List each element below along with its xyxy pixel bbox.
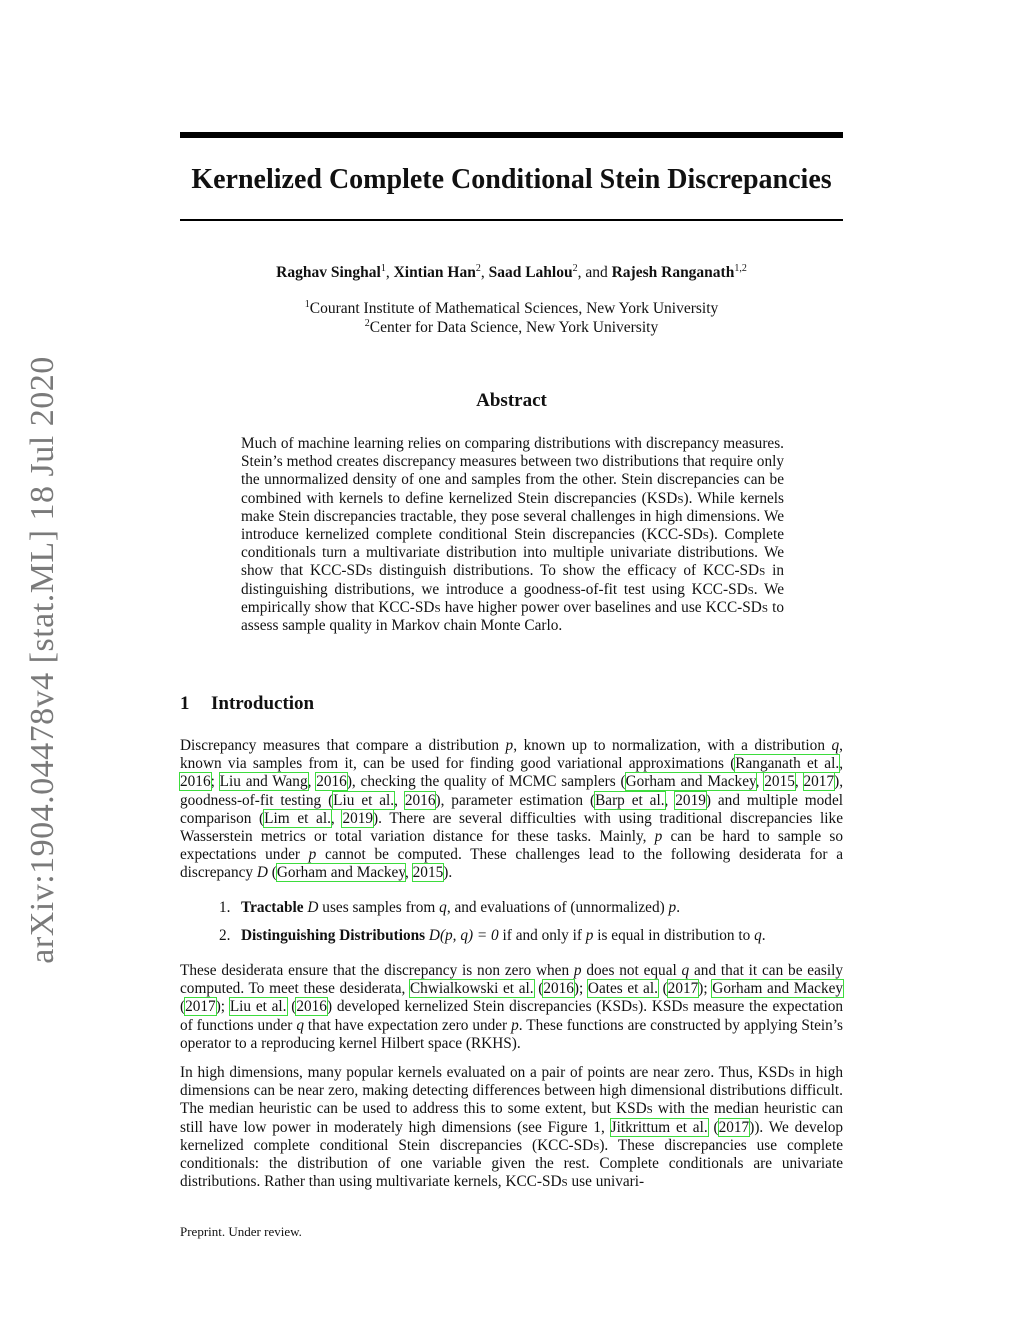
acronym: KSDs: [651, 998, 689, 1016]
text-run: samplers (: [556, 773, 626, 791]
acronym: KCC-SDs: [309, 562, 373, 580]
author-separator: ,: [385, 264, 394, 281]
citation-link[interactable]: Chwialkowski et al.: [409, 980, 534, 998]
arxiv-identifier-stamp: [0, 0, 80, 1325]
text-run: Discrepancy measures that compare a distribution: [180, 737, 506, 754]
list-item: [180, 899, 843, 917]
text-run: , and evaluations of (unnormalized): [446, 899, 669, 916]
citation-link[interactable]: 2019: [675, 791, 706, 809]
text-run: ;: [210, 773, 220, 791]
text-run: ,: [330, 809, 343, 827]
author-separator: ,: [480, 264, 489, 281]
text-run: and that it can be easily computed. To meet these desiderata,: [180, 962, 843, 998]
math-variable: p: [573, 962, 582, 979]
acronym: KCC-SDs: [505, 1173, 568, 1191]
citation-link[interactable]: Jitkrittum et al.: [610, 1118, 708, 1136]
text-run: have higher power over baselines and use: [440, 598, 706, 616]
text-run: . We empirically show that: [241, 580, 784, 616]
affiliation-text: Courant Institute of Mathematical Sciences, New York University: [309, 300, 719, 317]
author-affiliation-mark: 2: [572, 262, 578, 274]
text-run: that have expectation zero under: [303, 1016, 512, 1034]
item-label: Distinguishing Distributions: [241, 927, 426, 945]
text-run: (: [267, 864, 277, 882]
math-variable: q: [754, 927, 762, 945]
text-run: ). While kernels make Stein discrepancies tractable, they pose several challenges in high dimensions. We introduce kernelized complete conditional Stein discrepancies (: [241, 489, 785, 544]
citation-link[interactable]: 2017: [667, 980, 699, 998]
list-number: 2.: [219, 927, 231, 945]
text-run: ,: [794, 773, 804, 791]
desiderata-paragraph: These desiderata ensure that the discrepancy is non zero when p does not equal q and that it can be easily computed. To meet these desiderata, Chwialkowski et al. (2016); Oates et al. (2017); Gorham and Mackey (2017); Liu et al. (2016) developed kernelized Stein discrepancies (KSDs). KSDs measure the expectation of functions under q that have expectation zero under p. These functions are constructed by applying Stein’s operator to a reproducing kernel Hilbert space (RKHS).: [180, 962, 844, 1052]
math-variable: q: [831, 737, 840, 754]
paper-title: Kernelized Complete Conditional Stein Discrepancies: [191, 164, 832, 195]
citation-link[interactable]: 2015: [764, 773, 795, 791]
text-run: In high dimensions, many popular kernels evaluated on a pair of points are near zero. Thus,: [180, 1064, 758, 1081]
text-run: ).: [638, 998, 652, 1016]
author-affiliation-mark: 2: [475, 262, 481, 274]
math-variable: p: [585, 927, 594, 945]
author-name: Rajesh Ranganath: [611, 264, 735, 281]
citation-link[interactable]: 2016: [316, 773, 347, 791]
text-run: ,: [664, 791, 676, 809]
text-run: cannot be computed. These challenges lead to the following desiderata for a discrepancy: [180, 846, 843, 882]
math-variable: p: [505, 737, 514, 754]
author-affiliation-mark: 1: [380, 262, 386, 274]
text-run: ,: [307, 773, 317, 791]
acronym: KCC-SDs: [703, 562, 766, 580]
author-name: Raghav Singhal: [276, 264, 381, 281]
acronym: KCC-SDs: [691, 580, 754, 598]
text-run: with the median heuristic can still have low power in moderately high dimensions (see Figure 1,: [180, 1100, 843, 1136]
item-label: Tractable: [241, 899, 304, 916]
math-variable: q: [439, 899, 447, 916]
acronym: MCMC: [508, 773, 557, 791]
text-run: uses samples from: [318, 899, 440, 916]
intro-paragraph: [180, 737, 843, 883]
acronym: KSDs: [616, 1100, 653, 1118]
citation-link[interactable]: Liu et al.: [229, 998, 287, 1016]
text-run: measure the expectation of functions under: [180, 998, 843, 1034]
author-affiliation-mark: 1,2: [734, 262, 747, 274]
text-run: , known up to normalization, with a distribution: [513, 737, 832, 754]
affiliation-mark: 2: [364, 317, 370, 329]
citation-link[interactable]: 2017: [803, 773, 835, 791]
acronym: KSDs: [646, 489, 684, 507]
text-run: if and only if: [498, 927, 586, 945]
text-run: ). There are several difficulties with using traditional discrepancies like Wasserstein metrics or total variation distance for these tasks. Mainly,: [180, 809, 843, 846]
citation-link[interactable]: 2016: [404, 791, 436, 809]
acronym: KSDs: [757, 1064, 795, 1081]
author-separator: , and: [577, 264, 612, 281]
acronym: KCC-SDs: [378, 598, 441, 616]
citation-link[interactable]: Gorham and Mackey: [712, 980, 844, 998]
author-name: Saad Lahlou: [488, 264, 573, 281]
math-variable: q: [296, 1016, 304, 1034]
citation-link[interactable]: 2016: [296, 998, 327, 1016]
citation-link[interactable]: Gorham and Mackey: [625, 773, 756, 791]
citation-link[interactable]: Barp et al.: [595, 791, 665, 809]
section-heading-introduction: [180, 693, 843, 715]
text-run: ) and multiple model comparison (: [180, 791, 843, 827]
title-bottom-rule: [180, 219, 843, 221]
acronym: RKHS: [470, 1034, 512, 1052]
acronym: KSDs: [601, 998, 639, 1016]
math-expression: D(p, q) = 0: [428, 927, 499, 945]
list-number: 1.: [219, 899, 231, 916]
desiderata-list: [180, 899, 843, 955]
high-dimension-paragraph: In high dimensions, many popular kernels evaluated on a pair of points are near zero. Thus, KSDs in high dimensions can be near zero, making detecting differences between high dimensional distributions difficult. The median heuristic can be used to address this to some extent, but KSDs with the median heuristic can still have low power in moderately high dimensions (see Figure 1, Jitkrittum et al. (2017)). We develop kernelized complete conditional Stein discrepancies (KCC-SDs). These discrepancies use complete conditionals: the distribution of one variable given the rest. Complete conditionals are univariate distributions. Rather than using multivariate kernels, KCC-SDs use univari-: [180, 1064, 844, 1191]
text-run: ).: [443, 864, 453, 882]
author-name: Xintian Han: [393, 264, 476, 281]
text-run: can be hard to sample so expectations under: [180, 828, 844, 864]
text-run: in distinguishing distributions, we introduce a goodness-of-fit test using: [241, 562, 784, 598]
citation-link[interactable]: 2016: [543, 980, 574, 998]
text-run: Much of machine learning relies on comparing distributions with discrepancy measures. Stein’s method creates discrepancy measures between two distributions that require only the unnormalized density of one and samples from the other. Stein discrepancies can be combined with kernels to define kernelized Stein discrepancies (: [241, 435, 784, 507]
math-variable: D: [256, 864, 268, 882]
math-variable: p: [654, 828, 663, 846]
title-top-rule: [180, 132, 843, 138]
text-run: ). These discrepancies use complete conditionals: the distribution of one variable given the rest. Complete conditionals are univariate distributions. Rather than using multivariate kernels,: [180, 1136, 844, 1191]
text-run: ,: [755, 773, 765, 791]
acronym: KCC-SDs: [705, 598, 768, 616]
citation-link[interactable]: Liu and Wang: [219, 773, 308, 791]
text-run: .: [761, 927, 766, 945]
affiliation-text: Center for Data Science, New York University: [369, 319, 659, 336]
text-run: developed kernelized Stein discrepancies (: [332, 998, 602, 1016]
citation-link[interactable]: 2019: [342, 809, 374, 827]
text-run: distinguish distributions. To show the efficacy of: [372, 562, 703, 580]
citation-link[interactable]: Lim et al.: [264, 809, 331, 827]
abstract-body: [241, 435, 784, 635]
section-title: Introduction: [211, 693, 315, 714]
citation-link[interactable]: 2016: [180, 773, 211, 791]
list-item: [180, 927, 843, 945]
text-run: ,: [839, 755, 844, 773]
text-run: ), goodness-of-fit testing (: [180, 773, 844, 809]
text-run: ,: [394, 791, 405, 809]
text-run: ). Complete conditionals turn a multivariate distribution into multiple univariate distributions. We show that: [241, 526, 784, 580]
text-run: does not equal: [581, 962, 682, 979]
text-run: These desiderata ensure that the discrepancy is non zero when: [180, 962, 574, 979]
text-run: is equal in distribution to: [593, 927, 755, 945]
text-run: .: [676, 899, 681, 916]
math-variable: p: [668, 899, 677, 916]
math-variable: p: [511, 1016, 519, 1034]
affiliation-line: [180, 299, 843, 318]
abstract-heading: Abstract: [476, 390, 547, 411]
math-variable: q: [681, 962, 690, 979]
section-number: 1: [180, 693, 190, 714]
text-run: , known via samples from it, can be used for finding good variational approximations (: [180, 737, 843, 773]
text-run: . These functions are constructed by applying Stein’s operator to a reproducing kernel Hilbert space (: [180, 1016, 843, 1052]
acronym: KCC-SDs: [537, 1136, 600, 1154]
page-footer: Preprint. Under review.: [180, 1224, 302, 1239]
text-run: ,: [405, 864, 413, 882]
affiliation-line: [180, 318, 843, 337]
citation-link[interactable]: 2015: [412, 864, 444, 882]
math-variable: p: [308, 846, 317, 864]
text-run: use univari-: [567, 1173, 645, 1191]
text-run: ). We develop kernelized complete conditional Stein discrepancies (: [180, 1118, 844, 1154]
text-run: in high dimensions can be near zero, making detecting differences between high dimensional distributions difficult. The median heuristic can be used to address this to some extent, but: [180, 1064, 843, 1118]
citation-link[interactable]: Gorham and Mackey: [276, 864, 405, 882]
citation-link[interactable]: 2017: [718, 1118, 750, 1136]
author-list: [180, 262, 843, 284]
affiliation-mark: 1: [304, 298, 310, 310]
citation-link[interactable]: Oates et al.: [587, 980, 658, 998]
citation-link[interactable]: 2017: [185, 998, 216, 1016]
text-run: ), checking the quality of: [346, 773, 509, 791]
acronym: KCC-SDs: [646, 526, 709, 544]
text-run: ), parameter estimation (: [435, 791, 596, 809]
text-run: to assess sample quality in Markov chain Monte Carlo.: [241, 598, 784, 635]
arxiv-identifier-text: arXiv:1904.04478v4 [stat.ML] 18 Jul 2020: [24, 356, 61, 964]
citation-link[interactable]: Liu et al.: [333, 791, 395, 809]
affiliation-list: [180, 299, 843, 337]
text-run: ).: [511, 1034, 521, 1052]
math-expression: D: [307, 899, 319, 916]
citation-link[interactable]: Ranganath et al.: [735, 755, 840, 773]
